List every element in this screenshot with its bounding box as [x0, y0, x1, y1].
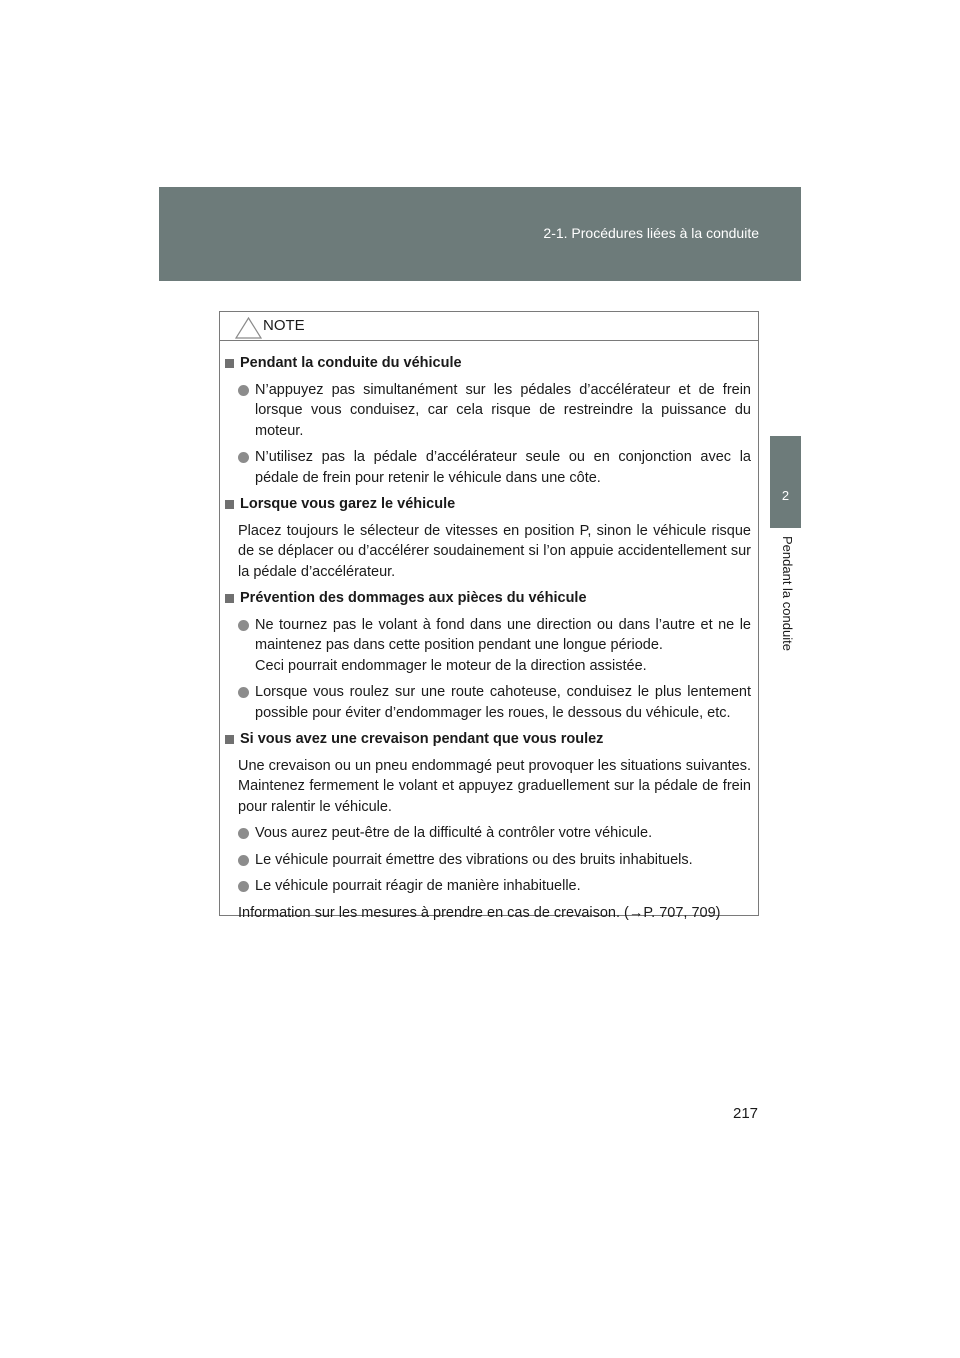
note-body: [220, 341, 758, 923]
list-item: [238, 615, 751, 677]
section-heading-text: Prévention des dommages aux pièces du véhicule: [240, 590, 587, 606]
list-item: [238, 823, 751, 844]
list-item: [238, 447, 751, 488]
paragraph: Une crevaison ou un pneu endommagé peut provoquer les situations suivantes. Maintenez fermement le volant et appuyez graduellement sur la pédale de frein pour ralentir le véhicule.: [238, 757, 751, 815]
list-item-text: N’appuyez pas simultanément sur les pédales d’accélérateur et de frein lorsque vous conduisez, car cela risque de restreindre la puissance du moteur.: [255, 381, 751, 439]
note-header: [220, 312, 758, 341]
list-item-text-continued: Ceci pourrait endommager le moteur de la direction assistée.: [255, 657, 647, 674]
list-item-text: Vous aurez peut-être de la difficulté à contrôler votre véhicule.: [255, 825, 653, 841]
list-item-text: Lorsque vous roulez sur une route cahoteuse, conduisez le plus lentement possible pour éviter d’endommager les roues, le dessous du véhicule, etc.: [255, 684, 751, 721]
section-heading-text: Lorsque vous garez le véhicule: [240, 496, 456, 512]
circle-bullet-icon: [238, 385, 249, 396]
paragraph: Placez toujours le sélecteur de vitesses en position P, sinon le véhicule risque de se déplacer ou d’accélérer soudainement si l’on appuie accidentellement sur la pédale d’accélérateur.: [238, 522, 751, 580]
circle-bullet-icon: [238, 881, 249, 892]
square-bullet-icon: [225, 594, 234, 603]
circle-bullet-icon: [238, 828, 249, 839]
square-bullet-icon: [225, 500, 234, 509]
circle-bullet-icon: [238, 687, 249, 698]
section-heading: [225, 494, 751, 515]
note-title: NOTE: [263, 317, 305, 334]
list-item-text: Le véhicule pourrait réagir de manière inhabituelle.: [255, 878, 581, 894]
note-box: [219, 311, 759, 921]
section-heading-text: Si vous avez une crevaison pendant que vous roulez: [240, 731, 604, 747]
chapter-tab: [770, 436, 801, 528]
chapter-number: 2: [781, 488, 790, 503]
section-heading: [225, 353, 751, 374]
cross-reference: Information sur les mesures à prendre en cas de crevaison. (→P. 707, 709): [238, 904, 721, 921]
section-heading-text: Pendant la conduite du véhicule: [240, 355, 462, 371]
list-item: [238, 850, 751, 871]
chapter-title: 2-1. Procédures liées à la conduite: [543, 225, 759, 241]
circle-bullet-icon: [238, 620, 249, 631]
chapter-label: Pendant la conduite: [780, 536, 795, 651]
page-number: 217: [733, 1105, 759, 1122]
list-item-text: Ne tournez pas le volant à fond dans une direction ou dans l’autre et ne le maintenez pas dans cette position pendant une longue période.: [255, 616, 751, 653]
circle-bullet-icon: [238, 855, 249, 866]
circle-bullet-icon: [238, 452, 249, 463]
list-item: [238, 380, 751, 442]
section-heading: [225, 729, 751, 750]
list-item: [238, 682, 751, 723]
list-item-text: N’utilisez pas la pédale d’accélérateur seule ou en conjonction avec la pédale de frein pour retenir le véhicule dans une côte.: [255, 449, 751, 486]
list-item: [238, 876, 751, 897]
square-bullet-icon: [225, 735, 234, 744]
warning-icon: [235, 317, 262, 339]
list-item-text: Le véhicule pourrait émettre des vibrations ou des bruits inhabituels.: [255, 851, 693, 868]
square-bullet-icon: [225, 359, 234, 368]
header-band: [159, 187, 801, 281]
section-heading: [225, 588, 751, 609]
